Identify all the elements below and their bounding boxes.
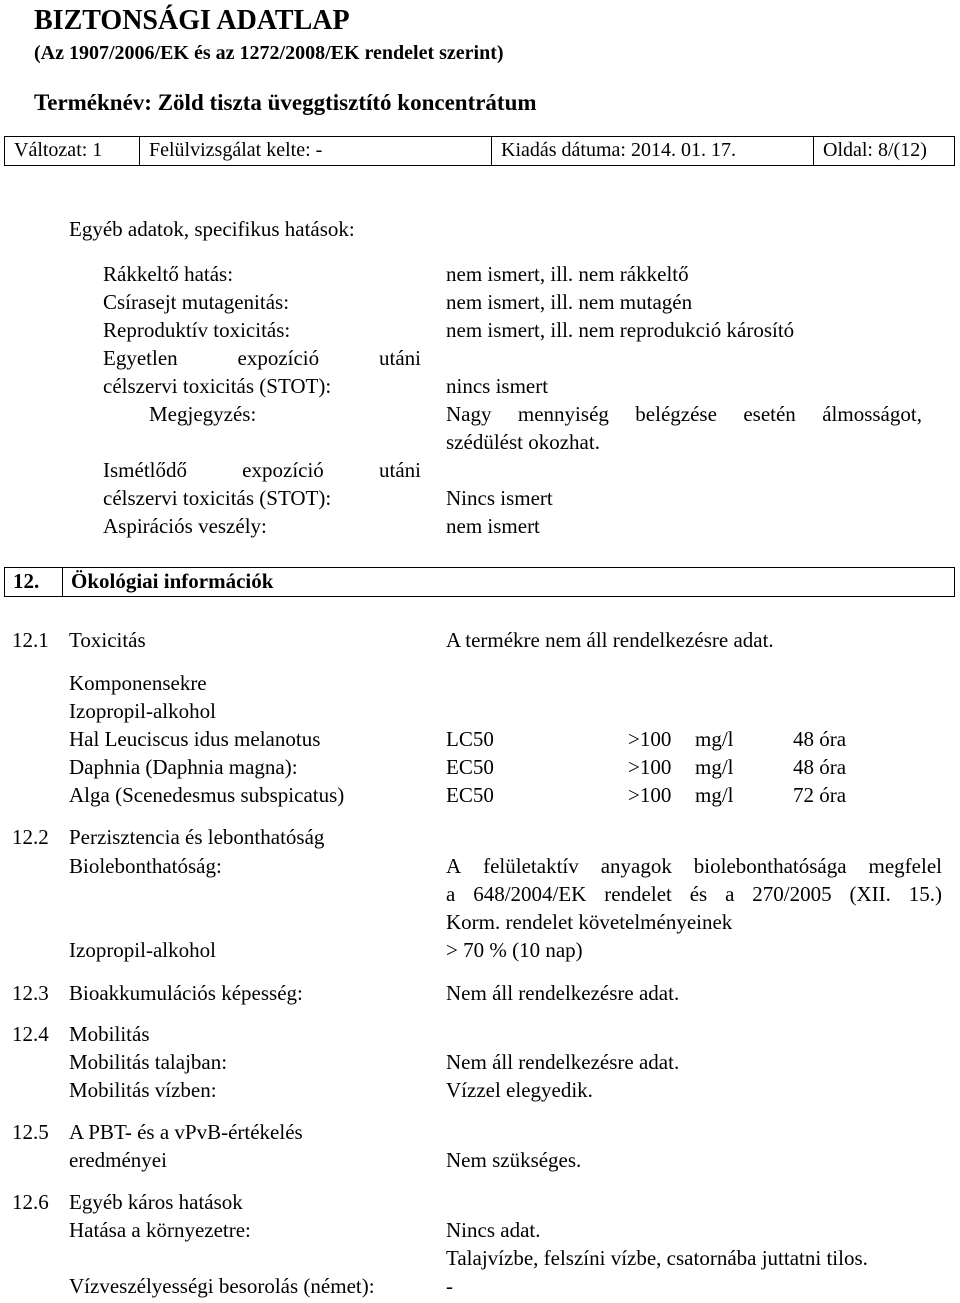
mobility-soil-value: Nem áll rendelkezésre adat. (446, 1050, 680, 1074)
section-12-header (4, 567, 955, 597)
toxicity-value: A termékre nem áll rendelkezésre adat. (446, 628, 774, 652)
version-bar (4, 136, 955, 166)
substance-label: Izopropil-alkohol (69, 699, 216, 723)
mobility-water-value: Vízzel elegyedik. (446, 1078, 593, 1102)
mutagenicity-label: Csírasejt mutagenitás: (103, 290, 290, 314)
review-date: Felülvizsgálat kelte: - (140, 137, 492, 165)
note-line2: szédülést okozhat. (446, 430, 600, 454)
note-label: Megjegyzés: (149, 402, 257, 426)
water-hazard-class-value: - (446, 1274, 453, 1298)
regulation-subtitle: (Az 1907/2006/EK és az 1272/2008/EK rendelet szerint) (34, 42, 504, 64)
mutagenicity-value: nem ismert, ill. nem mutagén (446, 290, 693, 314)
stot-repeated-label-line2: célszervi toxicitás (STOT): (103, 486, 332, 510)
version: Változat: 1 (5, 137, 140, 165)
reproductive-toxicity-label: Reproduktív toxicitás: (103, 318, 291, 342)
table-row-type: EC50 (446, 783, 494, 807)
mobility-label: Mobilitás (69, 1022, 150, 1046)
table-row-unit: mg/l (695, 783, 734, 807)
biodegradability-line2: a 648/2004/EK rendelet és a 270/2005 (XII. 15.) (446, 882, 942, 906)
stot-single-label-line1: Egyetlen expozíció utáni (103, 346, 421, 370)
table-row-unit: mg/l (695, 727, 734, 751)
other-data-heading: Egyéb adatok, specifikus hatások: (69, 217, 355, 241)
document-title: BIZTONSÁGI ADATLAP (34, 5, 350, 36)
table-row-value: >100 (628, 755, 672, 779)
biodegradability-line3: Korm. rendelet követelményeinek (446, 910, 733, 934)
table-row-time: 48 óra (793, 755, 847, 779)
bioaccumulation-number: 12.3 (12, 981, 49, 1005)
biodegradability-line1: A felületaktív anyagok biolebonthatósága megfelel (446, 854, 942, 878)
table-row-value: >100 (628, 727, 672, 751)
mobility-number: 12.4 (12, 1022, 49, 1046)
isopropanol-label: Izopropil-alkohol (69, 938, 216, 962)
persistence-number: 12.2 (12, 825, 49, 849)
environment-warning: Talajvízbe, felszíni vízbe, csatornába juttatni tilos. (446, 1246, 868, 1270)
components-label: Komponensekre (69, 671, 207, 695)
aspiration-value: nem ismert (446, 514, 540, 538)
pbt-number: 12.5 (12, 1120, 49, 1144)
bioaccumulation-label: Bioakkumulációs képesség: (69, 981, 303, 1005)
toxicity-label: Toxicitás (69, 628, 146, 652)
table-row-unit: mg/l (695, 755, 734, 779)
persistence-label: Perzisztencia és lebonthatóság (69, 825, 325, 849)
stot-single-label-line2: célszervi toxicitás (STOT): (103, 374, 332, 398)
product-name: Terméknév: Zöld tiszta üveggtisztító koncentrátum (34, 90, 537, 115)
mobility-soil-label: Mobilitás talajban: (69, 1050, 228, 1074)
table-row-value: >100 (628, 783, 672, 807)
pbt-label-line1: A PBT- és a vPvB-értékelés (69, 1120, 303, 1144)
isopropanol-value: > 70 % (10 nap) (446, 938, 583, 962)
table-row-time: 48 óra (793, 727, 847, 751)
mobility-water-label: Mobilitás vízben: (69, 1078, 217, 1102)
stot-repeated-value: Nincs ismert (446, 486, 553, 510)
page-number: Oldal: 8/(12) (823, 139, 927, 161)
toxicity-number: 12.1 (12, 628, 49, 652)
other-effects-label: Egyéb káros hatások (69, 1190, 243, 1214)
table-row-type: LC50 (446, 727, 494, 751)
bioaccumulation-value: Nem áll rendelkezésre adat. (446, 981, 680, 1005)
pbt-value: Nem szükséges. (446, 1148, 582, 1172)
table-row-organism: Alga (Scenedesmus subspicatus) (69, 783, 345, 807)
stot-repeated-label-line1: Ismétlődő expozíció utáni (103, 458, 421, 482)
carcinogenicity-label: Rákkeltő hatás: (103, 262, 234, 286)
pbt-label-line2: eredményei (69, 1148, 167, 1172)
environment-effect-value: Nincs adat. (446, 1218, 541, 1242)
biodegradability-label: Biolebonthatóság: (69, 854, 222, 878)
table-row-organism: Hal Leuciscus idus melanotus (69, 727, 321, 751)
table-row-type: EC50 (446, 755, 494, 779)
other-effects-number: 12.6 (12, 1190, 49, 1214)
section-number: 12. (5, 568, 63, 596)
reproductive-toxicity-value: nem ismert, ill. nem reprodukció károsító (446, 318, 795, 342)
table-row-organism: Daphnia (Daphnia magna): (69, 755, 298, 779)
section-title: Ökológiai információk (71, 569, 274, 593)
water-hazard-class-label: Vízveszélyességi besorolás (német): (69, 1274, 375, 1298)
issue-date: Kiadás dátuma: 2014. 01. 17. (492, 137, 814, 165)
table-row-time: 72 óra (793, 783, 847, 807)
stot-single-value: nincs ismert (446, 374, 549, 398)
environment-effect-label: Hatása a környezetre: (69, 1218, 251, 1242)
note-line1: Nagy mennyiség belégzése esetén álmosságot, (446, 402, 922, 426)
aspiration-label: Aspirációs veszély: (103, 514, 267, 538)
carcinogenicity-value: nem ismert, ill. nem rákkeltő (446, 262, 689, 286)
